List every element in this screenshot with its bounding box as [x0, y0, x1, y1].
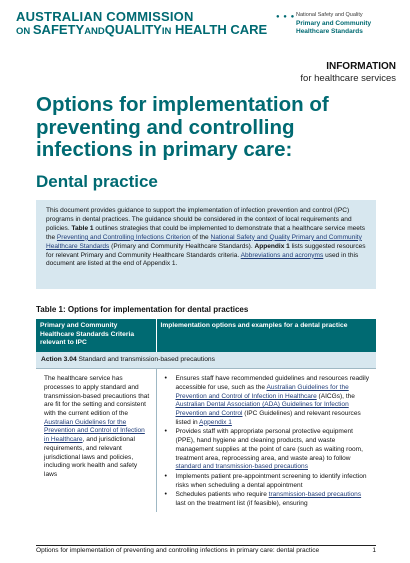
options-cell	[156, 369, 376, 512]
link-appendix-1[interactable]: Appendix 1	[199, 418, 232, 426]
column-header-criteria: Primary and Community Healthcare Standards Criteria relevant to IPC	[36, 319, 156, 352]
appendix-reference: Appendix 1	[254, 242, 290, 250]
list-item: • Provides staff with appropriate personal protective equipment (PPE), hand hygiene and cleaning products, and waste management supplies at the point of care (such as waiting room, treatment area, reprocessing area, and waste area) to follow standard and transmission-based precautions	[176, 428, 373, 472]
options-list	[161, 375, 373, 509]
criteria-cell: The healthcare service has processes to apply standard and transmission-based precautions that are fit for the setting and consistent with the current edition of the Australian Guidelines for the Prevention and Control of Infection in Healthcare, and jurisdictional requirements, and relevant jurisdictional laws and policies, including work health and safety laws	[36, 369, 156, 512]
link-pci-criterion[interactable]: Preventing and Controlling Infections Criterion	[56, 233, 191, 241]
link-precautions[interactable]: standard and transmission-based precautions	[175, 463, 308, 471]
footer-text: Options for implementation of preventing and controlling infections in primary care: dental practice	[36, 547, 320, 554]
logo-line-1: AUSTRALIAN COMMISSION	[16, 9, 194, 24]
link-pchs[interactable]: National Safety and Quality Primary and Community Healthcare Standards	[46, 233, 362, 250]
page-number: 1	[372, 547, 376, 554]
action-row	[36, 352, 376, 369]
link-transmission-precautions[interactable]: transmission-based precautions	[268, 491, 362, 499]
info-kicker: INFORMATION	[326, 61, 396, 72]
column-header-options: Implementation options and examples for a dental practice	[156, 319, 376, 352]
info-sub: for healthcare services	[300, 73, 396, 84]
list-item: • Ensures staff have recommended guidelines and resources readily accessible for use, such as the Australian Guidelines for the Prevention and Control of Infection in Healthcare (AICGs), the Australian Dental Association (ADA) Guidelines for Infection Prevention and Control (IPC Guidelines) and relevant resources listed in Appendix 1	[176, 375, 373, 427]
standards-small-text: National Safety and Quality	[296, 12, 363, 18]
standards-dots-icon: ● ● ●	[276, 14, 296, 20]
acsqhc-logo	[16, 10, 267, 38]
standards-title: Primary and Community Healthcare Standards	[296, 20, 372, 35]
document-type	[300, 61, 396, 84]
table-row	[36, 369, 376, 512]
page-header	[16, 10, 396, 54]
list-item: • Implements patient pre-appointment screening to identify infection risks when scheduling a dental appointment	[176, 473, 373, 490]
page-subtitle: Dental practice	[36, 172, 158, 191]
link-aicg-guidelines[interactable]: Australian Guidelines for the Prevention and Control of Infection in Healthcare	[175, 383, 349, 400]
link-aicg[interactable]: Australian Guidelines for the Prevention and Control of Infection in Healthcare	[44, 418, 145, 444]
table-caption: Table 1: Options for implementation for dental practices	[36, 305, 249, 314]
page-footer	[36, 545, 376, 554]
link-abbreviations[interactable]: Abbreviations and acronyms	[240, 251, 324, 259]
link-ada-guidelines[interactable]: Australian Dental Association (ADA) Guidelines for Infection Prevention and Control	[175, 401, 349, 418]
table-header-row	[36, 319, 376, 352]
options-table	[36, 319, 376, 512]
intro-box: This document provides guidance to support the implementation of infection prevention and control (IPC) programs in dental practices. The guidance should be considered in the context of local requirements and policies. Table 1 outlines strategies that could be implemented to demonstrate that a healthcare service meets the Preventing and Controlling Infections Criterion of the National Safety and Quality Primary and Community Healthcare Standards (Primary and Community Healthcare Standards). Appendix 1 lists suggested resources for relevant Primary and Community Healthcare Standards criteria. Abbreviations and acronyms used in this document are listed at the end of Appendix 1.	[36, 200, 376, 289]
table-reference: Table 1	[71, 224, 94, 232]
page-title: Options for implementation of preventing and controlling infections in primary care:	[36, 93, 329, 161]
action-title: Standard and transmission-based precautions	[76, 355, 215, 363]
standards-logo	[276, 12, 396, 48]
action-code: Action 3.04	[41, 355, 77, 363]
list-item: • Schedules patients who require transmission-based precautions last on the treatment list (if feasible), ensuring	[176, 491, 373, 508]
logo-line-2: ON SAFETYANDQUALITYIN HEALTH CARE	[16, 22, 268, 37]
